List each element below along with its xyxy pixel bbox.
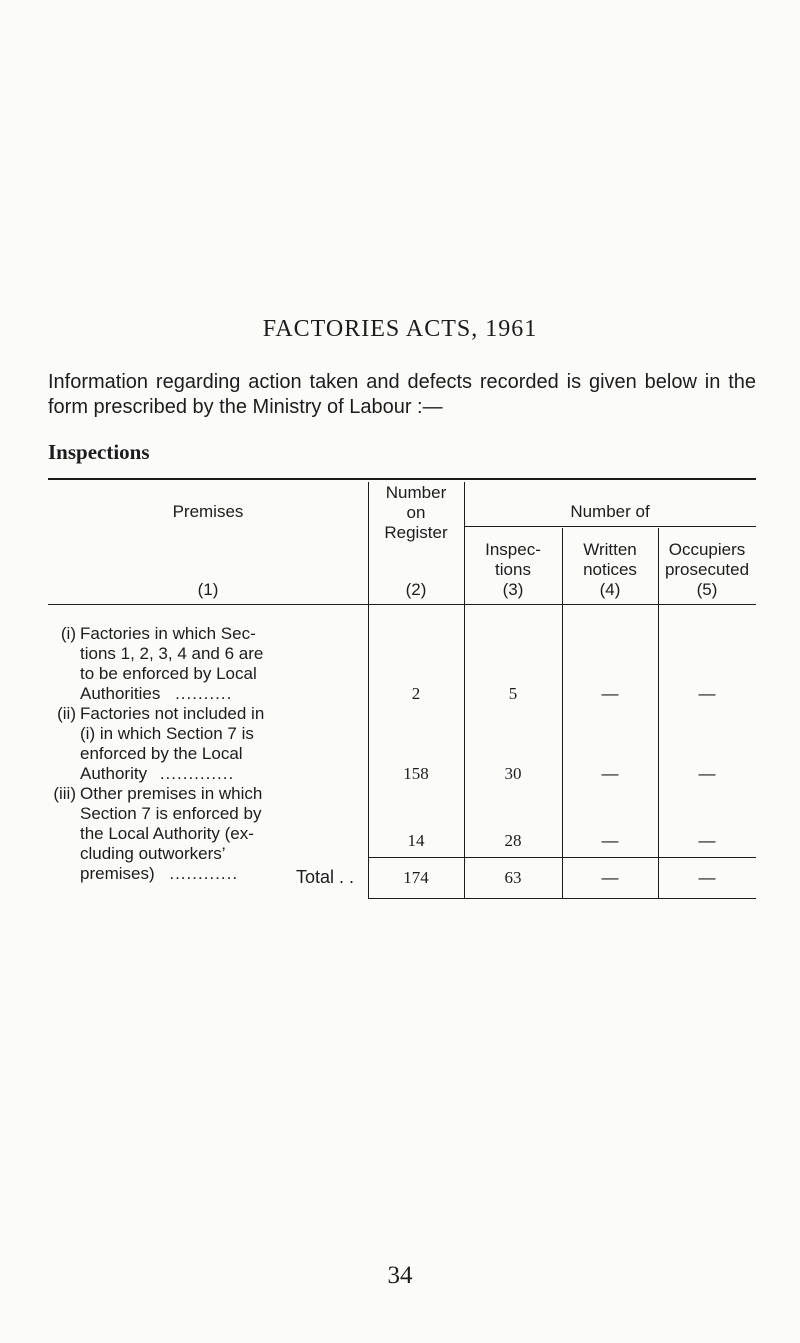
- header-inspections-line2: tions: [495, 560, 531, 579]
- row-1-inspections: 5: [508, 684, 518, 703]
- row-1-prosecuted: —: [698, 684, 716, 703]
- row-2-line4-text: Authority: [80, 764, 148, 783]
- header-written-line2: notices: [583, 560, 637, 579]
- row-1-line3: to be enforced by Local: [80, 664, 257, 683]
- row-1-register: 2: [411, 684, 421, 703]
- row-2-written: —: [601, 764, 619, 783]
- row-2-line4: [80, 764, 234, 783]
- header-number-of: Number of: [570, 502, 650, 521]
- total-inspections: 63: [504, 868, 522, 887]
- header-register-line1: Number: [385, 483, 447, 502]
- row-1-roman: (i): [60, 624, 76, 643]
- row-3-written: —: [601, 831, 619, 850]
- intro-paragraph: Information regarding action taken and defects recorded is given below in the form prescribed by the Ministry of Labour :—: [48, 371, 756, 418]
- header-register-line2: on: [406, 503, 426, 522]
- row-2-line2: (i) in which Section 7 is: [80, 724, 254, 743]
- row-3-register: 14: [407, 831, 425, 850]
- section-heading: Inspections: [48, 440, 150, 464]
- row-3-leader-dots: ............: [169, 864, 239, 883]
- page-title: FACTORIES ACTS, 1961: [262, 316, 538, 342]
- row-3-line5-text: premises): [80, 864, 155, 883]
- row-1-line4: [80, 684, 232, 703]
- total-register: 174: [403, 868, 429, 887]
- total-label: Total . .: [295, 867, 354, 887]
- row-2-line1: Factories not included in: [80, 704, 265, 723]
- total-written: —: [601, 868, 619, 887]
- row-2-inspections: 30: [504, 764, 522, 783]
- table-bottom-rule: [368, 898, 756, 899]
- header-occupiers-line2: prosecuted: [664, 560, 750, 579]
- header-written-line1: Written: [583, 540, 637, 559]
- row-2-register: 158: [403, 764, 429, 783]
- row-3-line2: Section 7 is enforced by: [80, 804, 262, 823]
- row-3-prosecuted: —: [698, 831, 716, 850]
- row-1-leader-dots: ..........: [175, 684, 233, 703]
- table-top-rule: [48, 478, 756, 480]
- header-premises: Premises: [172, 502, 244, 521]
- header-premises-number: (1): [197, 580, 219, 599]
- row-3-line3: the Local Authority (ex-: [80, 824, 254, 843]
- header-written-number: (4): [599, 580, 621, 599]
- row-1-written: —: [601, 684, 619, 703]
- header-inspections-line1: Inspec-: [485, 540, 541, 559]
- row-1-line1: Factories in which Sec-: [80, 624, 256, 643]
- inspections-table: [48, 478, 756, 908]
- row-2-line3: enforced by the Local: [80, 744, 243, 763]
- header-inspections-number: (3): [502, 580, 524, 599]
- header-occupiers-line1: Occupiers: [668, 540, 746, 559]
- row-1-line2: tions 1, 2, 3, 4 and 6 are: [80, 644, 264, 663]
- subheader-rule: [464, 526, 756, 527]
- header-occupiers-number: (5): [696, 580, 718, 599]
- header-register-number: (2): [405, 580, 427, 599]
- row-3-inspections: 28: [504, 831, 522, 850]
- row-3-roman: (iii): [53, 784, 76, 803]
- header-bottom-rule: [48, 604, 756, 605]
- row-2-leader-dots: .............: [159, 764, 235, 783]
- row-1-line4-text: Authorities: [80, 684, 161, 703]
- page-number: 34: [387, 1262, 413, 1289]
- row-3-line4: cluding outworkers’: [80, 844, 226, 863]
- row-3-line1: Other premises in which: [80, 784, 263, 803]
- total-prosecuted: —: [698, 868, 716, 887]
- row-2-prosecuted: —: [698, 764, 716, 783]
- row-2-roman: (ii): [57, 704, 76, 723]
- header-register-line3: Register: [384, 523, 448, 542]
